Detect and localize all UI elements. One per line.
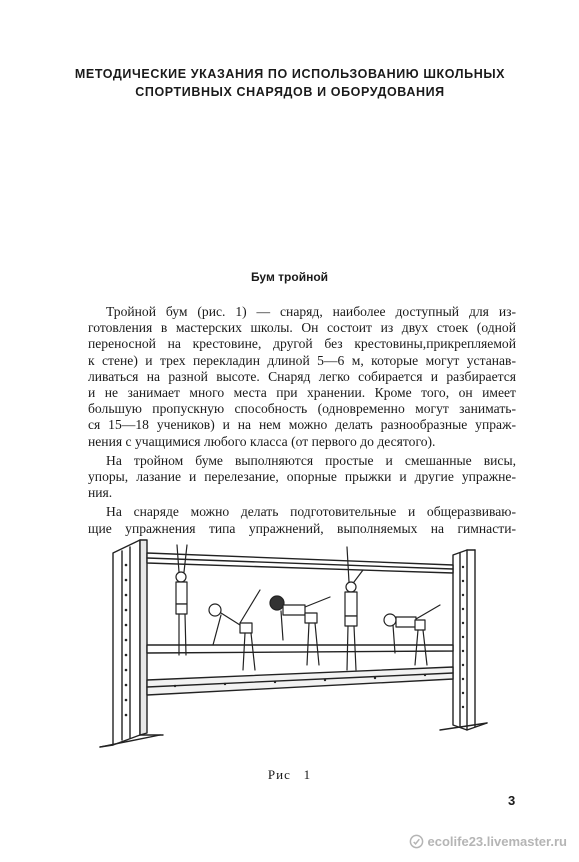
text-line: ся 15—18 учеников) и на нем можно делать разнообразные упраж- [88,417,516,433]
text-line: к стене) и трех перекладин длиной 5—6 м, которые могут устанав- [88,352,516,368]
page-title-line-1: МЕТОДИЧЕСКИЕ УКАЗАНИЯ ПО ИСПОЛЬЗОВАНИЮ ШКОЛЬНЫХ [74,67,506,81]
text-line: и не занимает много места при хранении. Кроме того, он имеет [88,385,516,401]
paragraph-3 [88,504,516,536]
text-line: готовления в мастерских школы. Он состоит из двух стоек (одной [88,320,516,336]
gymnast-figure [384,605,440,665]
page-number: 3 [508,793,516,808]
text-line: переносной на крестовине, другой без крестовины,прикрепляемой [88,336,516,352]
text-line: нения с учащимися любого класса (от первого до десятого). [88,433,436,449]
text-line: щие упражнения типа упражнений, выполняемых на гимнасти- [88,520,516,536]
watermark-text: ecolife23.livemaster.ru [427,834,567,849]
text-line: упоры, лазание и перелезание, опорные прыжки и другие упражне- [88,469,516,485]
paragraph-2 [88,453,516,502]
text-line: большую пропускную способность (одновременно могут занимать- [88,401,516,417]
text-line: ния. [88,485,113,501]
top-beam [147,553,453,573]
gymnast-figure [209,590,260,670]
page-title [40,65,540,101]
text-line: Тройной бум (рис. 1) — снаряд, наиболее доступный для из- [106,304,516,319]
figure-caption: Рис 1 [267,767,312,782]
gymnast-figure [270,596,330,665]
livemaster-logo-icon [409,834,424,849]
page-title-line-2: СПОРТИВНЫХ СНАРЯДОВ И ОБОРУДОВАНИЯ [135,85,445,99]
middle-beam [147,645,453,653]
paragraph-1 [88,304,516,450]
bottom-beam [147,667,453,695]
body-text [88,304,516,540]
left-stand [100,540,163,747]
right-stand [440,550,487,730]
triple-beam-illustration [95,535,495,755]
text-line: На снаряде можно делать подготовительные и общеразвиваю- [106,504,516,520]
text-line: ливаться на разной высоте. Снаряд легко собирается и разбирается [88,368,516,384]
section-heading: Бум тройной [250,270,329,284]
watermark [409,834,567,849]
text-line: На тройном буме выполняются простые и смешанные висы, [106,452,516,468]
